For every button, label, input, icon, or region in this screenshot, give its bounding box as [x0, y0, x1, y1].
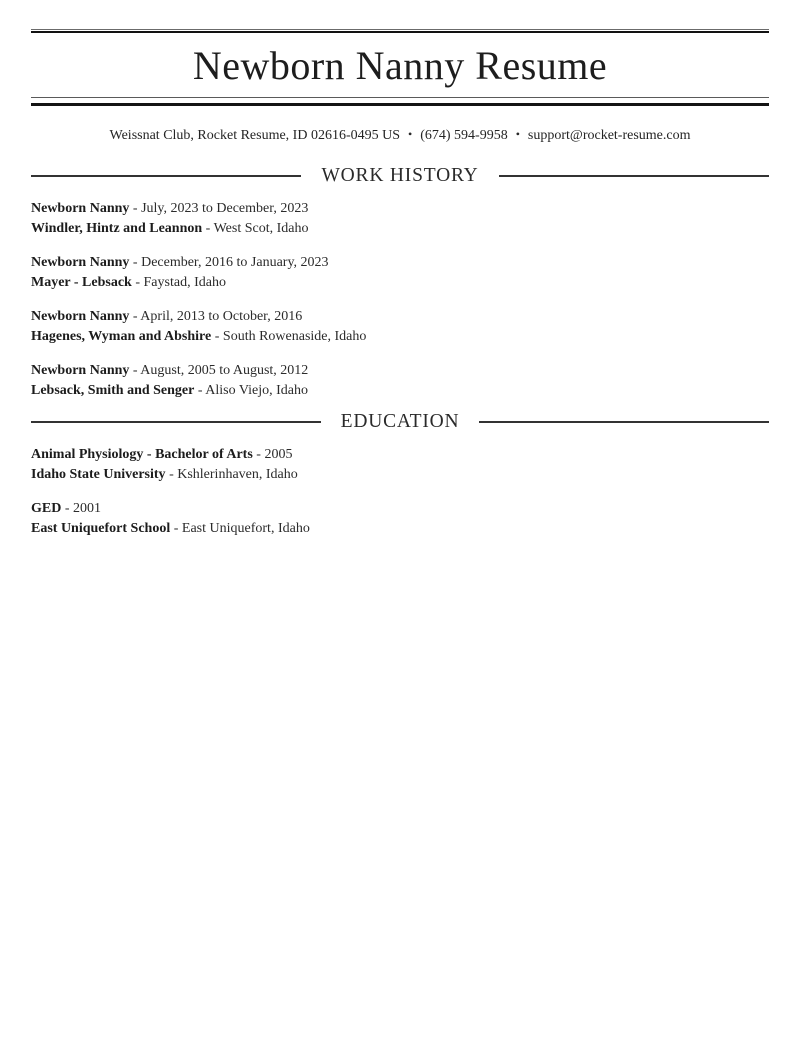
school-name: Idaho State University — [31, 467, 166, 482]
education-degree-line — [31, 445, 769, 465]
dash-separator: - — [131, 275, 144, 290]
company-name: Mayer - Lebsack — [31, 275, 132, 290]
company-name: Hagenes, Wyman and Abshire — [31, 329, 212, 344]
contact-address: Weissnat Club, Rocket Resume, ID 02616-0495 US — [109, 128, 401, 143]
work-history-heading — [31, 163, 769, 189]
bullet-separator: • — [408, 127, 413, 141]
company-name: Windler, Hintz and Leannon — [31, 221, 203, 236]
dash-separator: - — [170, 521, 182, 536]
work-entry-company-line — [31, 219, 769, 239]
education-heading-label: EDUCATION — [340, 411, 460, 432]
heading-line-left — [31, 175, 301, 177]
school-name: East Uniquefort School — [31, 521, 171, 536]
work-history-heading-label: WORK HISTORY — [321, 165, 479, 186]
heading-line-left — [31, 421, 321, 423]
heading-line-right — [479, 421, 769, 423]
work-entry — [31, 361, 769, 401]
contact-email: support@rocket-resume.com — [527, 128, 691, 143]
job-dates: July, 2023 to December, 2023 — [141, 201, 309, 216]
company-location: South Rowenaside, Idaho — [222, 329, 367, 344]
education-entry — [31, 445, 769, 485]
graduation-year: 2001 — [73, 501, 102, 516]
work-entry-company-line — [31, 273, 769, 293]
degree-name: Animal Physiology - Bachelor of Arts — [31, 447, 253, 462]
education-heading — [31, 409, 769, 435]
work-entry-company-line — [31, 327, 769, 347]
work-entry-title-line — [31, 199, 769, 219]
dash-separator: - — [129, 255, 142, 270]
resume-page — [0, 29, 800, 539]
school-location: Kshlerinhaven, Idaho — [177, 467, 298, 482]
work-entry-company-line — [31, 381, 769, 401]
job-dates: August, 2005 to August, 2012 — [140, 363, 309, 378]
dash-separator: - — [211, 329, 223, 344]
job-title: Newborn Nanny — [31, 201, 130, 216]
education-entry — [31, 499, 769, 539]
dash-separator: - — [194, 383, 206, 398]
dash-separator: - — [129, 363, 141, 378]
job-title: Newborn Nanny — [31, 255, 130, 270]
company-location: Faystad, Idaho — [143, 275, 226, 290]
dash-separator: - — [202, 221, 214, 236]
page-title: Newborn Nanny Resume — [192, 43, 608, 88]
contact-line — [31, 125, 769, 145]
job-title: Newborn Nanny — [31, 309, 130, 324]
job-title: Newborn Nanny — [31, 363, 130, 378]
degree-name: GED — [31, 501, 62, 516]
bullet-separator: • — [515, 127, 520, 141]
education-entries — [31, 445, 769, 539]
job-dates: April, 2013 to October, 2016 — [140, 309, 303, 324]
heading-line-right — [499, 175, 769, 177]
work-entry-title-line — [31, 307, 769, 327]
company-location: West Scot, Idaho — [213, 221, 309, 236]
company-name: Lebsack, Smith and Senger — [31, 383, 195, 398]
education-school-line — [31, 465, 769, 485]
dash-separator: - — [129, 201, 142, 216]
company-location: Aliso Viejo, Idaho — [205, 383, 308, 398]
work-entry-title-line — [31, 361, 769, 381]
work-entry — [31, 199, 769, 239]
title-divider — [31, 97, 769, 106]
graduation-year: 2005 — [264, 447, 293, 462]
work-entry — [31, 307, 769, 347]
work-history-entries — [31, 199, 769, 401]
top-divider — [31, 29, 769, 33]
dash-separator: - — [165, 467, 178, 482]
dash-separator: - — [252, 447, 265, 462]
education-degree-line — [31, 499, 769, 519]
contact-phone: (674) 594-9958 — [420, 128, 508, 143]
work-entry — [31, 253, 769, 293]
dash-separator: - — [129, 309, 141, 324]
dash-separator: - — [61, 501, 74, 516]
education-school-line — [31, 519, 769, 539]
work-entry-title-line — [31, 253, 769, 273]
job-dates: December, 2016 to January, 2023 — [141, 255, 329, 270]
school-location: East Uniquefort, Idaho — [181, 521, 310, 536]
